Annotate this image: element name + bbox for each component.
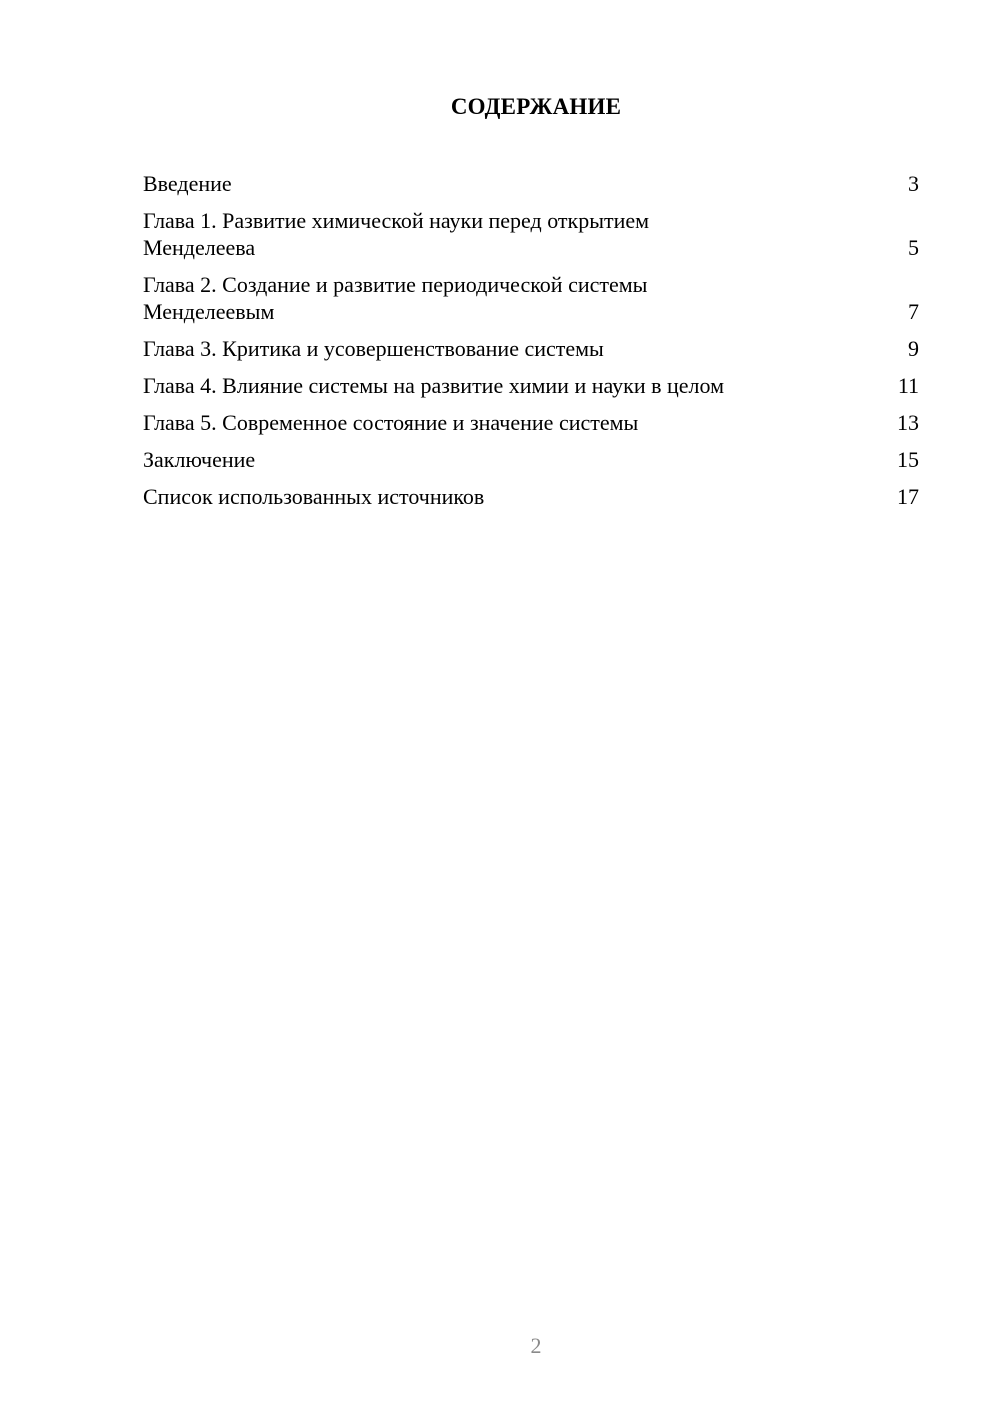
toc-entry-title: Глава 2. Создание и развитие периодической системы Менделеевым [143,272,648,324]
toc-entry-page: 7 [908,299,919,324]
toc-entry-page: 5 [908,235,919,260]
toc-entry-page: 3 [908,171,919,196]
toc-entry-title: Глава 3. Критика и усовершенствование системы [143,336,604,361]
toc-entry-chapter-2 [143,271,919,325]
toc-entry-chapter-4 [143,372,919,399]
toc-entry-chapter-3 [143,335,919,362]
toc-entry-title: Глава 5. Современное состояние и значение системы [143,410,639,435]
toc-entry-page: 17 [897,484,919,509]
toc-entry-title: Заключение [143,447,256,472]
toc-entry-chapter-5 [143,409,919,436]
toc-entry-title: Глава 1. Развитие химической науки перед открытием Менделеева [143,208,650,260]
table-of-contents [143,170,919,520]
toc-entry-introduction [143,170,919,197]
toc-entry-title: Введение [143,171,232,196]
toc-heading: СОДЕРЖАНИЕ [450,94,622,119]
toc-entry-chapter-1 [143,207,919,261]
toc-entry-title: Список использованных источников [143,484,485,509]
toc-entry-page: 11 [897,373,919,398]
toc-entry-page: 9 [908,336,919,361]
toc-entry-page: 15 [897,447,919,472]
page-number: 2 [530,1333,542,1358]
toc-entry-references [143,483,919,510]
toc-entry-title: Глава 4. Влияние системы на развитие химии и науки в целом [143,373,725,398]
toc-entry-page: 13 [897,410,919,435]
toc-entry-conclusion [143,446,919,473]
